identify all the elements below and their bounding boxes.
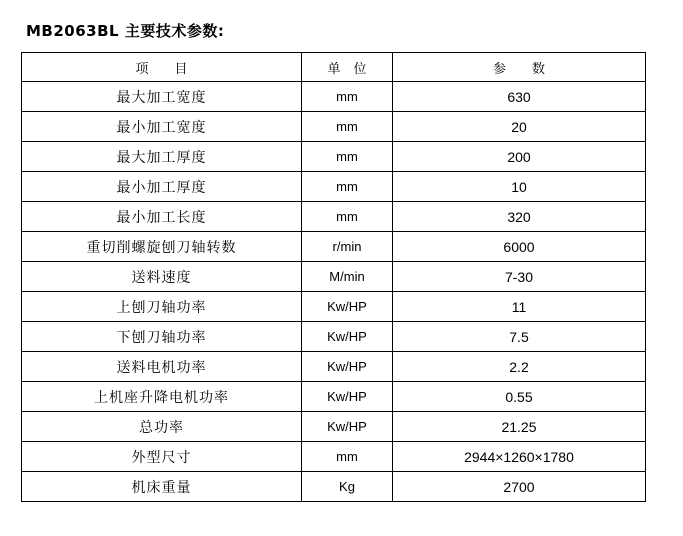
cell-unit: mm xyxy=(302,82,393,112)
cell-item: 最大加工厚度 xyxy=(22,142,302,172)
cell-unit: mm xyxy=(302,112,393,142)
header-item: 项 目 xyxy=(22,53,302,82)
cell-unit: Kw/HP xyxy=(302,322,393,352)
cell-value: 6000 xyxy=(393,232,646,262)
table-row xyxy=(22,472,646,502)
table-row xyxy=(22,172,646,202)
cell-item: 最小加工厚度 xyxy=(22,172,302,202)
spec-table xyxy=(21,52,646,502)
table-row xyxy=(22,292,646,322)
cell-unit: mm xyxy=(302,172,393,202)
cell-value: 7-30 xyxy=(393,262,646,292)
cell-value: 320 xyxy=(393,202,646,232)
cell-value: 7.5 xyxy=(393,322,646,352)
document-title: MB2063BL 主要技术参数: xyxy=(26,22,225,40)
table-row xyxy=(22,232,646,262)
table-row xyxy=(22,322,646,352)
cell-unit: r/min xyxy=(302,232,393,262)
cell-item: 机床重量 xyxy=(22,472,302,502)
cell-item: 送料速度 xyxy=(22,262,302,292)
cell-item: 上机座升降电机功率 xyxy=(22,382,302,412)
cell-unit: Kw/HP xyxy=(302,352,393,382)
cell-unit: mm xyxy=(302,202,393,232)
cell-item: 最小加工长度 xyxy=(22,202,302,232)
table-row xyxy=(22,412,646,442)
cell-value: 200 xyxy=(393,142,646,172)
cell-item: 最大加工宽度 xyxy=(22,82,302,112)
table-row xyxy=(22,442,646,472)
cell-item: 最小加工宽度 xyxy=(22,112,302,142)
cell-item: 下刨刀轴功率 xyxy=(22,322,302,352)
table-row xyxy=(22,82,646,112)
cell-item: 送料电机功率 xyxy=(22,352,302,382)
table-row xyxy=(22,142,646,172)
table-row xyxy=(22,112,646,142)
cell-unit: Kg xyxy=(302,472,393,502)
cell-value: 11 xyxy=(393,292,646,322)
cell-value: 630 xyxy=(393,82,646,112)
cell-value: 0.55 xyxy=(393,382,646,412)
cell-unit: mm xyxy=(302,142,393,172)
table-row xyxy=(22,262,646,292)
table-header-row xyxy=(22,53,646,82)
cell-item: 重切削螺旋刨刀轴转数 xyxy=(22,232,302,262)
cell-value: 20 xyxy=(393,112,646,142)
table-row xyxy=(22,382,646,412)
spec-table-body xyxy=(22,82,646,502)
cell-unit: Kw/HP xyxy=(302,292,393,322)
cell-item: 上刨刀轴功率 xyxy=(22,292,302,322)
cell-value: 10 xyxy=(393,172,646,202)
table-row xyxy=(22,352,646,382)
cell-value: 2944×1260×1780 xyxy=(393,442,646,472)
cell-value: 2.2 xyxy=(393,352,646,382)
cell-unit: Kw/HP xyxy=(302,382,393,412)
cell-unit: Kw/HP xyxy=(302,412,393,442)
cell-unit: mm xyxy=(302,442,393,472)
cell-item: 外型尺寸 xyxy=(22,442,302,472)
header-unit: 单 位 xyxy=(302,53,393,82)
table-row xyxy=(22,202,646,232)
header-value: 参 数 xyxy=(393,53,646,82)
cell-value: 21.25 xyxy=(393,412,646,442)
cell-item: 总功率 xyxy=(22,412,302,442)
cell-unit: M/min xyxy=(302,262,393,292)
cell-value: 2700 xyxy=(393,472,646,502)
